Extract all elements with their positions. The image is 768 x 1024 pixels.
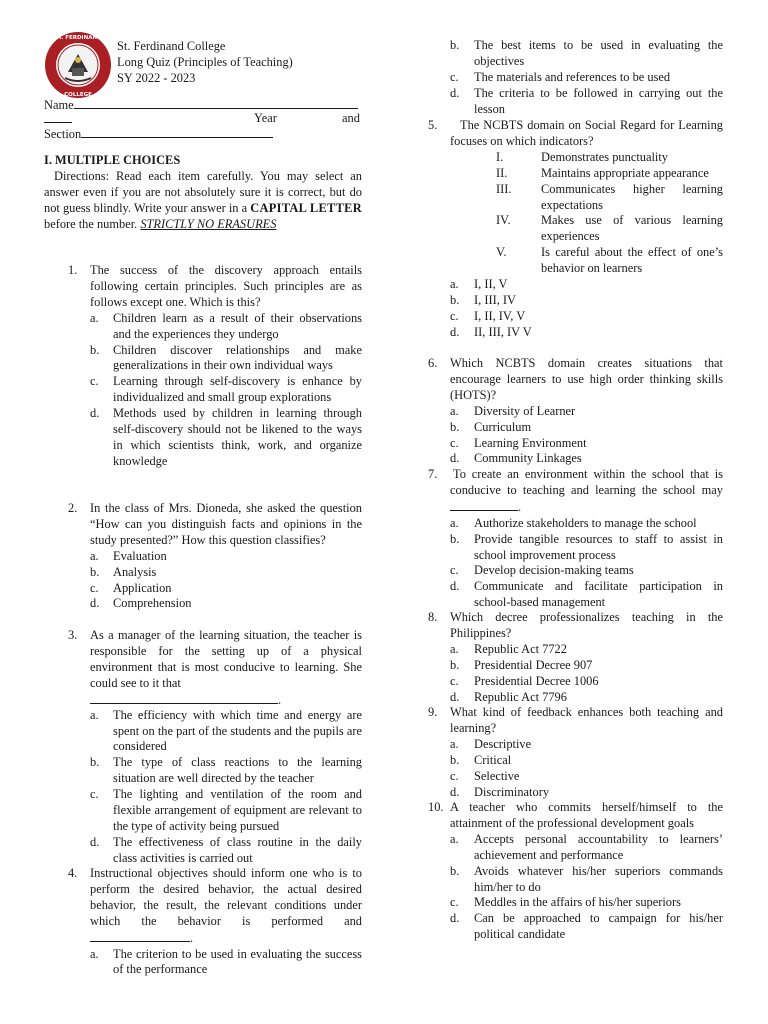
option[interactable]: d. The effectiveness of class routine in the daily class activities is carried out: [90, 834, 362, 865]
indicator: IV. Makes use of various learning experiences: [496, 213, 723, 244]
year-field[interactable]: Year and: [44, 111, 362, 128]
option[interactable]: a. Descriptive: [450, 736, 532, 751]
option[interactable]: c. Application: [90, 580, 172, 595]
option[interactable]: c. Develop decision-making teams: [450, 563, 634, 578]
option[interactable]: a. Republic Act 7722: [450, 641, 567, 656]
question-8: 8. Which decree professionalizes teaching in the Philippines? a. Republic Act 7722 b. Presidential Decree 907 c. Presidential Decree 1006 d. Republic Act 7796: [428, 610, 723, 704]
question-9: 9. What kind of feedback enhances both teaching and learning? a. Descriptive b. Critical c. Selective d. Discriminatory: [428, 705, 723, 799]
option[interactable]: a. Diversity of Learner: [450, 403, 576, 418]
question-10: 10. A teacher who commits herself/himself to the attainment of the professional development goals a. Accepts personal accountability to learners’ achievement and performance b. Avoids whatever his/her superiors commands him/her to do c. Meddles in the affairs of his/her superiors d. Can be approached to campaign for his/her political candidate: [428, 800, 723, 942]
option[interactable]: b. The type of class reactions to the learning situation are well directed by the teacher: [90, 755, 362, 786]
question-7: 7. To create an environment within the school that is conducive to teaching and learning the school may . a. Authorize stakeholders to manage the school b. Provide tangible resources to staff to assist in school improvement process c. Develop decision-making teams d. Communicate and facilitate participation in school-based management: [428, 467, 723, 610]
option[interactable]: d. Comprehension: [90, 596, 192, 611]
option[interactable]: b. Avoids whatever his/her superiors commands him/her to do: [450, 863, 723, 894]
question-3: 3. As a manager of the learning situation, the teacher is responsible for the setting up of a physical environment that is most conducive to learning. She could see to it that . a. The efficiency with which time and energy are spent on the part of the students and the pupils are considered b. The type of class reactions to the learning situation are well directed by the teacher c. The lighting and ventilation of the room and flexible arrangement of equipment are relevant to the type of activity being pursued d. The effectiveness of class routine in the daily class activities is carried out: [68, 628, 362, 865]
option[interactable]: b. I, III, IV: [450, 292, 516, 307]
question-4: 4. Instructional objectives should inform one who is to perform the desired behavior, the actual desired behavior, the result, the relevant conditions under which the behavior is performed and . a. The criterion to be used in evaluating the success of the performance: [68, 866, 362, 977]
name-field[interactable]: Name: [44, 97, 362, 114]
indicator: II. Maintains appropriate appearance: [496, 165, 709, 180]
option[interactable]: b. Presidential Decree 907: [450, 657, 593, 672]
indicator: III. Communicates higher learning expectations: [496, 181, 723, 212]
option[interactable]: c. The lighting and ventilation of the room and flexible arrangement of equipment are relevant to the type of activity being pursued: [90, 787, 362, 833]
option[interactable]: d. The criteria to be followed in carrying out the lesson: [450, 85, 723, 116]
option[interactable]: a. Accepts personal accountability to learners’ achievement and performance: [450, 831, 723, 862]
option[interactable]: d. Can be approached to campaign for his/her political candidate: [450, 911, 723, 942]
question-2: 2. In the class of Mrs. Dioneda, she asked the question “How can you distinguish facts and opinions in the study presented?” How this question classifies? a. Evaluation b. Analysis c. Application d. Comprehension: [68, 501, 362, 611]
option[interactable]: c. Meddles in the affairs of his/her superiors: [450, 895, 681, 910]
school-name: St. Ferdinand College: [117, 39, 226, 53]
quiz-title: Long Quiz (Principles of Teaching): [117, 54, 293, 69]
option[interactable]: a. The criterion to be used in evaluating the success of the performance: [90, 946, 362, 977]
option[interactable]: a. The efficiency with which time and energy are spent on the part of the students and the pupils are considered: [90, 707, 362, 754]
school-year: SY 2022 - 2023: [117, 70, 196, 85]
option[interactable]: b. Children discover relationships and make generalizations in their own individual ways: [90, 342, 362, 373]
option[interactable]: a. Authorize stakeholders to manage the school: [450, 515, 697, 530]
svg-text:COLLEGE: COLLEGE: [64, 92, 92, 98]
option[interactable]: c. Learning Environment: [450, 435, 587, 450]
option[interactable]: d. II, III, IV V: [450, 324, 532, 339]
college-logo: [43, 30, 113, 100]
option[interactable]: d. Republic Act 7796: [450, 689, 567, 704]
option[interactable]: c. I, II, IV, V: [450, 308, 526, 323]
option[interactable]: d. Methods used by children in learning through self-discovery should not be likened to the ways in which scientists think, work, and organize knowledge: [90, 406, 362, 468]
option[interactable]: b. Analysis: [90, 564, 157, 579]
directions: Directions: Read each item carefully. You may select an answer even if you are not absolutely sure it is correct, but do not guess blindly. Write your answer in a CAPITAL LETTER before the number. STRICTLY NO ERASURES: [44, 169, 362, 231]
option[interactable]: c. The materials and references to be used: [450, 69, 671, 84]
section-field[interactable]: Section: [44, 126, 362, 143]
option[interactable]: c. Learning through self-discovery is enhance by individualized and small group explorations: [90, 374, 362, 405]
option[interactable]: a. I, II, V: [450, 277, 508, 292]
option[interactable]: a. Children learn as a result of their observations and the experiences they undergo: [90, 310, 362, 341]
question-1: 1. The success of the discovery approach entails following certain principles. Such principles are as follows except one. Which is this? a. Children learn as a result of their observations and the experiences they undergo b. Children discover relationships and make generalizations in their own individual ways c. Learning through self-discovery is enhance by individualized and small group explorations d. Methods used by children in learning through self-discovery should not be likened to the ways in which scientists think, work, and organize knowledge: [68, 263, 362, 468]
option[interactable]: b. The best items to be used in evaluating the objectives: [450, 38, 723, 68]
option[interactable]: b. Curriculum: [450, 419, 532, 434]
option[interactable]: c. Presidential Decree 1006: [450, 673, 599, 688]
indicator: I. Demonstrates punctuality: [496, 149, 668, 164]
option[interactable]: d. Communicate and facilitate participation in school-based management: [450, 579, 723, 610]
option[interactable]: c. Selective: [450, 768, 520, 783]
question-4-continued: [428, 38, 723, 118]
question-5: 5. The NCBTS domain on Social Regard for Learning focuses on which indicators? I. Demonstrates punctuality II. Maintains appropriate appearance III. Communicates higher learning expectations IV. Makes use of various learning experiences V. Is careful about the effect of one’s behavior on learners a. I, II, V b. I, III, IV c. I, II, IV, V d. II, III, IV V: [428, 118, 723, 339]
svg-text:ST. FERDINAND: ST. FERDINAND: [54, 35, 102, 41]
option[interactable]: b. Provide tangible resources to staff to assist in school improvement process: [450, 531, 723, 562]
indicator: V. Is careful about the effect of one’s behavior on learners: [496, 245, 723, 276]
option[interactable]: d. Discriminatory: [450, 784, 550, 799]
question-6: 6. Which NCBTS domain creates situations that encourage learners to use high order thinking skills (HOTS)? a. Diversity of Learner b. Curriculum c. Learning Environment d. Community Linkages: [428, 356, 723, 466]
option[interactable]: b. Critical: [450, 752, 512, 767]
section-title: I. MULTIPLE CHOICES: [44, 153, 181, 167]
option[interactable]: d. Community Linkages: [450, 451, 582, 466]
option[interactable]: a. Evaluation: [90, 548, 167, 563]
